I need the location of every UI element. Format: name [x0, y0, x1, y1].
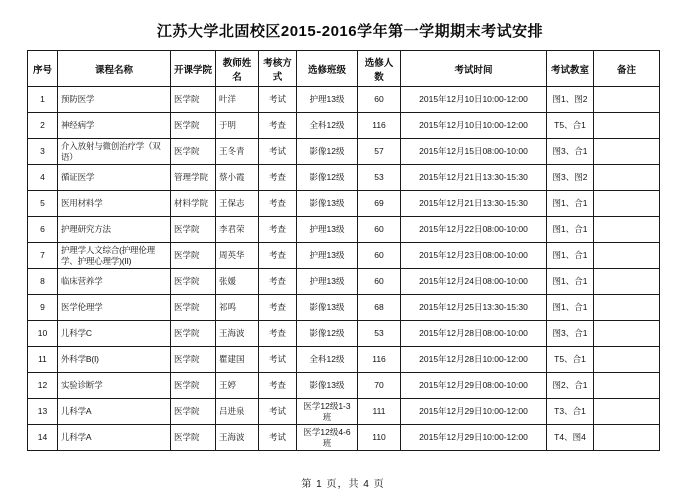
- cell-enrollment: 60: [358, 217, 401, 243]
- col-header-index: 序号: [28, 51, 58, 87]
- cell-exam-room: T4、图4: [547, 425, 594, 451]
- col-header-exam-room: 考试教室: [547, 51, 594, 87]
- cell-college: 医学院: [171, 295, 216, 321]
- col-header-college: 开课学院: [171, 51, 216, 87]
- cell-index: 5: [28, 191, 58, 217]
- cell-exam-time: 2015年12月21日13:30-15:30: [401, 191, 547, 217]
- cell-index: 3: [28, 139, 58, 165]
- cell-teacher: 瞿建国: [216, 347, 259, 373]
- cell-remarks: [594, 347, 660, 373]
- cell-exam-time: 2015年12月28日10:00-12:00: [401, 347, 547, 373]
- cell-index: 13: [28, 399, 58, 425]
- cell-assessment: 考查: [259, 113, 297, 139]
- cell-course-name: 循证医学: [58, 165, 171, 191]
- table-row: [28, 399, 660, 425]
- cell-course-name: 实验诊断学: [58, 373, 171, 399]
- cell-teacher: 叶洋: [216, 87, 259, 113]
- col-header-enrollment: 选修人数: [358, 51, 401, 87]
- cell-exam-time: 2015年12月25日13:30-15:30: [401, 295, 547, 321]
- cell-exam-time: 2015年12月28日08:00-10:00: [401, 321, 547, 347]
- cell-remarks: [594, 321, 660, 347]
- cell-teacher: 于明: [216, 113, 259, 139]
- cell-course-name: 儿科学C: [58, 321, 171, 347]
- cell-exam-time: 2015年12月29日08:00-10:00: [401, 373, 547, 399]
- cell-exam-time: 2015年12月23日08:00-10:00: [401, 243, 547, 269]
- table-row: [28, 321, 660, 347]
- cell-assessment: 考查: [259, 373, 297, 399]
- cell-teacher: 祁鸣: [216, 295, 259, 321]
- cell-class: 医学12级1-3班: [297, 399, 358, 425]
- cell-teacher: 王海波: [216, 425, 259, 451]
- cell-enrollment: 60: [358, 243, 401, 269]
- cell-college: 医学院: [171, 425, 216, 451]
- cell-exam-time: 2015年12月21日13:30-15:30: [401, 165, 547, 191]
- cell-college: 医学院: [171, 87, 216, 113]
- cell-assessment: 考试: [259, 87, 297, 113]
- table-row: [28, 165, 660, 191]
- cell-college: 医学院: [171, 399, 216, 425]
- cell-exam-room: 图1、图2: [547, 87, 594, 113]
- table-row: [28, 191, 660, 217]
- cell-exam-room: 图1、合1: [547, 269, 594, 295]
- cell-assessment: 考查: [259, 295, 297, 321]
- cell-index: 10: [28, 321, 58, 347]
- cell-course-name: 临床营养学: [58, 269, 171, 295]
- cell-exam-time: 2015年12月22日08:00-10:00: [401, 217, 547, 243]
- cell-exam-room: T3、合1: [547, 399, 594, 425]
- cell-course-name: 儿科学A: [58, 399, 171, 425]
- cell-class: 全科12级: [297, 113, 358, 139]
- cell-index: 11: [28, 347, 58, 373]
- cell-course-name: 儿科学A: [58, 425, 171, 451]
- cell-enrollment: 116: [358, 113, 401, 139]
- table-header: [28, 51, 660, 87]
- cell-exam-time: 2015年12月10日10:00-12:00: [401, 87, 547, 113]
- cell-college: 材料学院: [171, 191, 216, 217]
- cell-teacher: 王婷: [216, 373, 259, 399]
- cell-remarks: [594, 113, 660, 139]
- table-body: [28, 87, 660, 451]
- cell-exam-room: T5、合1: [547, 347, 594, 373]
- cell-course-name: 神经病学: [58, 113, 171, 139]
- col-header-exam-time: 考试时间: [401, 51, 547, 87]
- page-number-footer: 第 1 页，共 4 页: [301, 479, 385, 490]
- cell-assessment: 考查: [259, 165, 297, 191]
- cell-class: 影像13级: [297, 373, 358, 399]
- cell-index: 2: [28, 113, 58, 139]
- cell-exam-time: 2015年12月24日08:00-10:00: [401, 269, 547, 295]
- table-header-row: [28, 51, 660, 87]
- cell-assessment: 考试: [259, 347, 297, 373]
- cell-remarks: [594, 217, 660, 243]
- cell-index: 6: [28, 217, 58, 243]
- cell-class: 护理13级: [297, 269, 358, 295]
- cell-enrollment: 111: [358, 399, 401, 425]
- cell-college: 管理学院: [171, 165, 216, 191]
- cell-enrollment: 60: [358, 269, 401, 295]
- cell-teacher: 周英华: [216, 243, 259, 269]
- table-row: [28, 295, 660, 321]
- cell-index: 4: [28, 165, 58, 191]
- cell-exam-time: 2015年12月29日10:00-12:00: [401, 399, 547, 425]
- cell-index: 1: [28, 87, 58, 113]
- cell-remarks: [594, 191, 660, 217]
- cell-enrollment: 69: [358, 191, 401, 217]
- table-row: [28, 139, 660, 165]
- cell-exam-room: T5、合1: [547, 113, 594, 139]
- col-header-teacher: 教师姓名: [216, 51, 259, 87]
- cell-college: 医学院: [171, 243, 216, 269]
- cell-exam-room: 图1、合1: [547, 295, 594, 321]
- cell-index: 12: [28, 373, 58, 399]
- cell-exam-time: 2015年12月29日10:00-12:00: [401, 425, 547, 451]
- cell-class: 医学12级4-6班: [297, 425, 358, 451]
- cell-remarks: [594, 399, 660, 425]
- cell-course-name: 护理学人文综合(护理伦理学、护理心理学)(II): [58, 243, 171, 269]
- cell-remarks: [594, 269, 660, 295]
- cell-assessment: 考查: [259, 243, 297, 269]
- page-title: 江苏大学北固校区2015-2016学年第一学期期末考试安排: [156, 23, 544, 40]
- col-header-course: 课程名称: [58, 51, 171, 87]
- table-row: [28, 243, 660, 269]
- cell-teacher: 王保志: [216, 191, 259, 217]
- cell-college: 医学院: [171, 139, 216, 165]
- cell-teacher: 蔡小霞: [216, 165, 259, 191]
- cell-remarks: [594, 139, 660, 165]
- cell-enrollment: 116: [358, 347, 401, 373]
- cell-course-name: 预防医学: [58, 87, 171, 113]
- exam-schedule-table: [27, 50, 660, 451]
- cell-class: 全科12级: [297, 347, 358, 373]
- cell-class: 影像13级: [297, 295, 358, 321]
- table-row: [28, 373, 660, 399]
- cell-college: 医学院: [171, 373, 216, 399]
- col-header-class: 选修班级: [297, 51, 358, 87]
- cell-enrollment: 53: [358, 321, 401, 347]
- cell-class: 护理13级: [297, 217, 358, 243]
- cell-enrollment: 70: [358, 373, 401, 399]
- cell-exam-room: 图3、图2: [547, 165, 594, 191]
- cell-teacher: 吕进泉: [216, 399, 259, 425]
- cell-enrollment: 60: [358, 87, 401, 113]
- cell-teacher: 李君荣: [216, 217, 259, 243]
- cell-remarks: [594, 373, 660, 399]
- cell-assessment: 考试: [259, 399, 297, 425]
- cell-class: 影像12级: [297, 139, 358, 165]
- cell-assessment: 考查: [259, 269, 297, 295]
- table-row: [28, 425, 660, 451]
- cell-enrollment: 110: [358, 425, 401, 451]
- cell-exam-room: 图3、合1: [547, 139, 594, 165]
- cell-college: 医学院: [171, 347, 216, 373]
- table-row: [28, 269, 660, 295]
- cell-class: 影像12级: [297, 321, 358, 347]
- cell-course-name: 医用材料学: [58, 191, 171, 217]
- cell-class: 影像12级: [297, 165, 358, 191]
- cell-index: 7: [28, 243, 58, 269]
- cell-course-name: 外科学B(I): [58, 347, 171, 373]
- cell-remarks: [594, 425, 660, 451]
- cell-assessment: 考查: [259, 321, 297, 347]
- cell-enrollment: 57: [358, 139, 401, 165]
- cell-college: 医学院: [171, 321, 216, 347]
- cell-assessment: 考查: [259, 217, 297, 243]
- cell-enrollment: 53: [358, 165, 401, 191]
- cell-exam-room: 图1、合1: [547, 217, 594, 243]
- cell-course-name: 介入放射与微创治疗学（双语）: [58, 139, 171, 165]
- cell-teacher: 张媛: [216, 269, 259, 295]
- col-header-remarks: 备注: [594, 51, 660, 87]
- cell-index: 8: [28, 269, 58, 295]
- table-row: [28, 347, 660, 373]
- col-header-assessment: 考核方式: [259, 51, 297, 87]
- cell-enrollment: 68: [358, 295, 401, 321]
- table-row: [28, 87, 660, 113]
- cell-assessment: 考试: [259, 139, 297, 165]
- cell-index: 14: [28, 425, 58, 451]
- cell-exam-time: 2015年12月10日10:00-12:00: [401, 113, 547, 139]
- cell-class: 护理13级: [297, 87, 358, 113]
- cell-class: 护理13级: [297, 243, 358, 269]
- cell-index: 9: [28, 295, 58, 321]
- cell-teacher: 王冬青: [216, 139, 259, 165]
- cell-remarks: [594, 165, 660, 191]
- cell-remarks: [594, 243, 660, 269]
- table-row: [28, 217, 660, 243]
- cell-college: 医学院: [171, 217, 216, 243]
- cell-exam-room: 图3、合1: [547, 321, 594, 347]
- cell-exam-room: 图1、合1: [547, 243, 594, 269]
- cell-exam-room: 图1、合1: [547, 191, 594, 217]
- cell-course-name: 护理研究方法: [58, 217, 171, 243]
- cell-assessment: 考查: [259, 191, 297, 217]
- cell-exam-room: 图2、合1: [547, 373, 594, 399]
- cell-remarks: [594, 87, 660, 113]
- cell-exam-time: 2015年12月15日08:00-10:00: [401, 139, 547, 165]
- cell-remarks: [594, 295, 660, 321]
- cell-class: 影像13级: [297, 191, 358, 217]
- cell-assessment: 考试: [259, 425, 297, 451]
- cell-college: 医学院: [171, 113, 216, 139]
- cell-course-name: 医学伦理学: [58, 295, 171, 321]
- cell-teacher: 王海波: [216, 321, 259, 347]
- cell-college: 医学院: [171, 269, 216, 295]
- table-row: [28, 113, 660, 139]
